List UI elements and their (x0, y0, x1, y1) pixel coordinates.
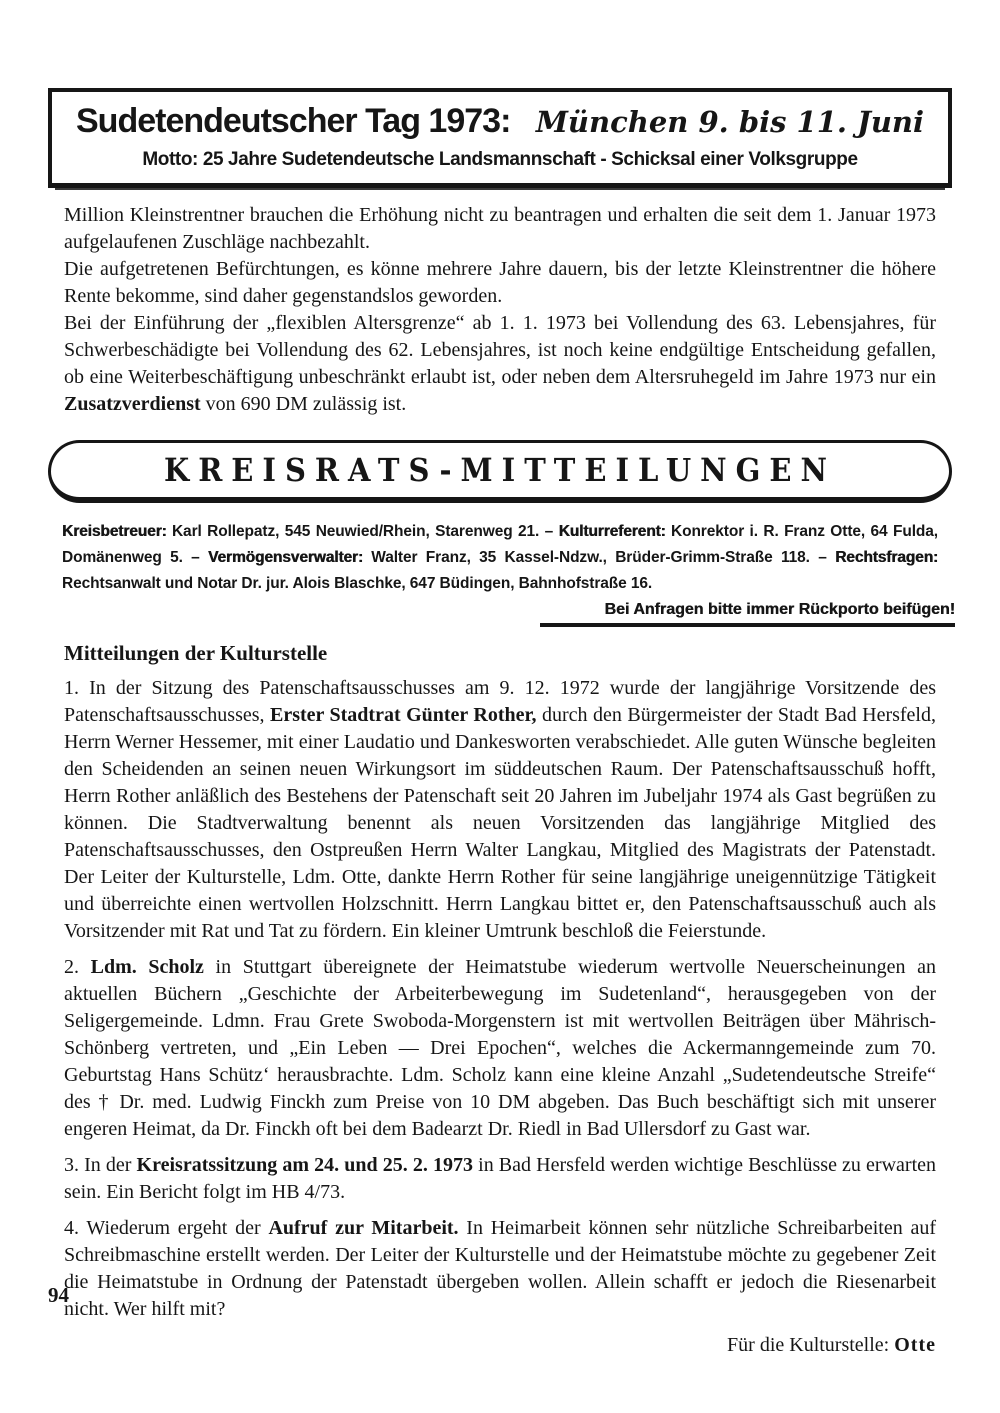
intro-paragraph-1: Million Kleinstrentner brauchen die Erhöhung nicht zu beantragen und erhalten die seit dem 1. Januar 1973 aufgelaufenen Zuschläge nachbezahlt. (64, 204, 936, 253)
paragraph-text: von 690 DM zulässig ist. (200, 393, 407, 415)
note-underline (540, 623, 955, 627)
paragraph-text: in Bad Hersfeld werden wichtige Beschlüsse zu erwarten sein. Ein Bericht folgt im HB 4/73. (64, 1154, 937, 1203)
paragraph-text: 3. In der (64, 1154, 137, 1176)
section-banner-title: KREISRATS-MITTEILUNGEN (164, 451, 836, 489)
postage-note: Bei Anfragen bitte immer Rückporto beifügen! (604, 601, 955, 618)
directory-label-kreisbetreuer: Kreisbetreuer: (62, 523, 167, 540)
event-dates: München 9. bis 11. Juni (535, 105, 924, 139)
news-item-3 (64, 1152, 936, 1206)
paragraph-text: durch den Bürgermeister der Stadt Bad Hersfeld, Herrn Werner Hessemer, mit einer Laudatio und Dankesworten verabschiedet. Alle guten Wünsche begleiten den Scheidenden an seinen neuen Wirkungsort im süddeutschen Raum. Der Patenschaftsausschuß hofft, Herrn Rother anläßlich des Bestehens der Patenschaft seit 20 Jahren im Jubeljahr 1974 als Gast begrüßen zu können. Die Stadtverwaltung benennt als neuen Vorsitzenden das langjährige Mitglied des Patenschaftsausschusses, den Ostpreußen Herrn Walter Langkau, Mitglied des Magistrats der Patenstadt. Der Leiter der Kulturstelle, Ldm. Otte, dankte Herrn Rother für seine langjährige uneigennützige Tätigkeit und überreichte einen wertvollen Holzschnitt. Herrn Langkau bittet er, den Patenschaftsausschuß auch als Vorsitzender mit Rat und Tat zu fördern. Ein kleiner Umtrunk beschloß die Feierstunde. (64, 704, 936, 942)
section-heading: Mitteilungen der Kulturstelle (64, 641, 328, 665)
signature-name: Otte (894, 1334, 936, 1356)
paragraph-text: 4. Wiederum ergeht der (64, 1217, 269, 1239)
page-number: 94 (48, 1283, 69, 1307)
signature-text: Für die Kulturstelle: (727, 1334, 895, 1356)
event-title-row (76, 102, 924, 141)
officials-directory (62, 519, 938, 597)
news-item-2 (64, 954, 936, 1143)
intro-paragraph-2: Die aufgetretenen Befürchtungen, es könne mehrere Jahre dauern, bis der letzte Kleinstrentner die höhere Rente bekomme, sind daher gegenstandslos geworden. (64, 258, 936, 307)
intro-section (64, 202, 936, 418)
signature (64, 1332, 936, 1359)
bold-phrase: Erster Stadtrat Günter Rother, (269, 704, 537, 726)
directory-label-rechtsfragen: Rechtsfragen: (835, 549, 938, 566)
directory-label-kulturreferent: Kulturreferent: (558, 523, 666, 540)
event-title: Sudetendeutscher Tag 1973: (76, 102, 511, 140)
paragraph-text: 2. (64, 956, 91, 978)
intro-paragraph-3 (64, 310, 936, 418)
bold-phrase: Ldm. Scholz (90, 956, 204, 978)
paragraph-text: in Stuttgart übereignete der Heimatstube wiederum wertvolle Neuerscheinungen an aktuellen Büchern „Geschichte der Arbeiterbewegung im Sudetenland“, herausgegeben von der Seligergemeinde. Ldmn. Frau Grete Swoboda-Morgenstern ist mit wertvollen Beiträgen über Mährisch-Schönberg vertreten, und „Ein Leben — Drei Epochen“, welches die Ackermanngemeinde zum 70. Geburtstag Hans Schütz‘ herausbrachte. Ldm. Scholz kann eine kleine Anzahl „Sudetendeutsche Streife“ des † Dr. med. Ludwig Finckh zum Preise von 10 DM abgeben. Das Buch beschäftigt sich mit unserer engeren Heimat, da Dr. Finckh oft bei dem Badearzt Dr. Riedl in Bad Ullersdorf zu Gast war. (64, 956, 936, 1140)
event-header-box (48, 88, 952, 188)
bold-phrase: Aufruf zur Mitarbeit. (268, 1217, 459, 1239)
bold-phrase: Kreisratssitzung am 24. und 25. 2. 1973 (136, 1154, 474, 1176)
paragraph-text: Bei der Einführung der „flexiblen Altersgrenze“ ab 1. 1. 1973 bei Vollendung des 63. Lebensjahres, für Schwerbeschädigte bei Vollendung des 62. Lebensjahres, ist noch keine endgültige Entscheidung gefallen, ob eine Weiterbeschäftigung unbeschränkt erlaubt ist, oder neben dem Altersruhegeld im Jahre 1973 nur ein (64, 312, 936, 388)
directory-entry: Karl Rollepatz, 545 Neuwied/Rhein, Starenweg 21. – (166, 523, 559, 540)
directory-entry: Konrektor i. R. Franz Otte, 64 Fulda, Domänenweg 5. – (62, 523, 939, 566)
section-banner (48, 440, 952, 503)
bold-phrase: Zusatzverdienst (64, 393, 201, 415)
news-items (64, 675, 936, 1359)
paragraph-text: In Heimarbeit können sehr nützliche Schreibarbeiten auf Schreibmaschine erstellt werden. Der Leiter der Kulturstelle und der Heimatstube möchte zu gegebener Zeit die Heimatstube in Ordnung der Patenstadt übergeben wollen. Allein schafft er jedoch die Riesenarbeit nicht. Wer hilft mit? (64, 1217, 937, 1320)
news-item-4 (64, 1215, 936, 1323)
directory-entry: Walter Franz, 35 Kassel-Ndzw., Brüder-Grimm-Straße 118. – (362, 549, 836, 566)
paragraph-text: 1. In der Sitzung des Patenschaftsausschusses am 9. 12. 1972 wurde der langjährige Vorsitzende des Patenschaftsausschusses, (64, 677, 936, 726)
news-item-1 (64, 675, 936, 945)
directory-label-vermoegensverwalter: Vermögensverwalter: (208, 549, 363, 566)
event-motto: Motto: 25 Jahre Sudetendeutsche Landsmannschaft - Schicksal einer Volksgruppe (142, 149, 858, 170)
directory-entry: Rechtsanwalt und Notar Dr. jur. Alois Blaschke, 647 Büdingen, Bahnhofstraße 16. (62, 575, 653, 592)
